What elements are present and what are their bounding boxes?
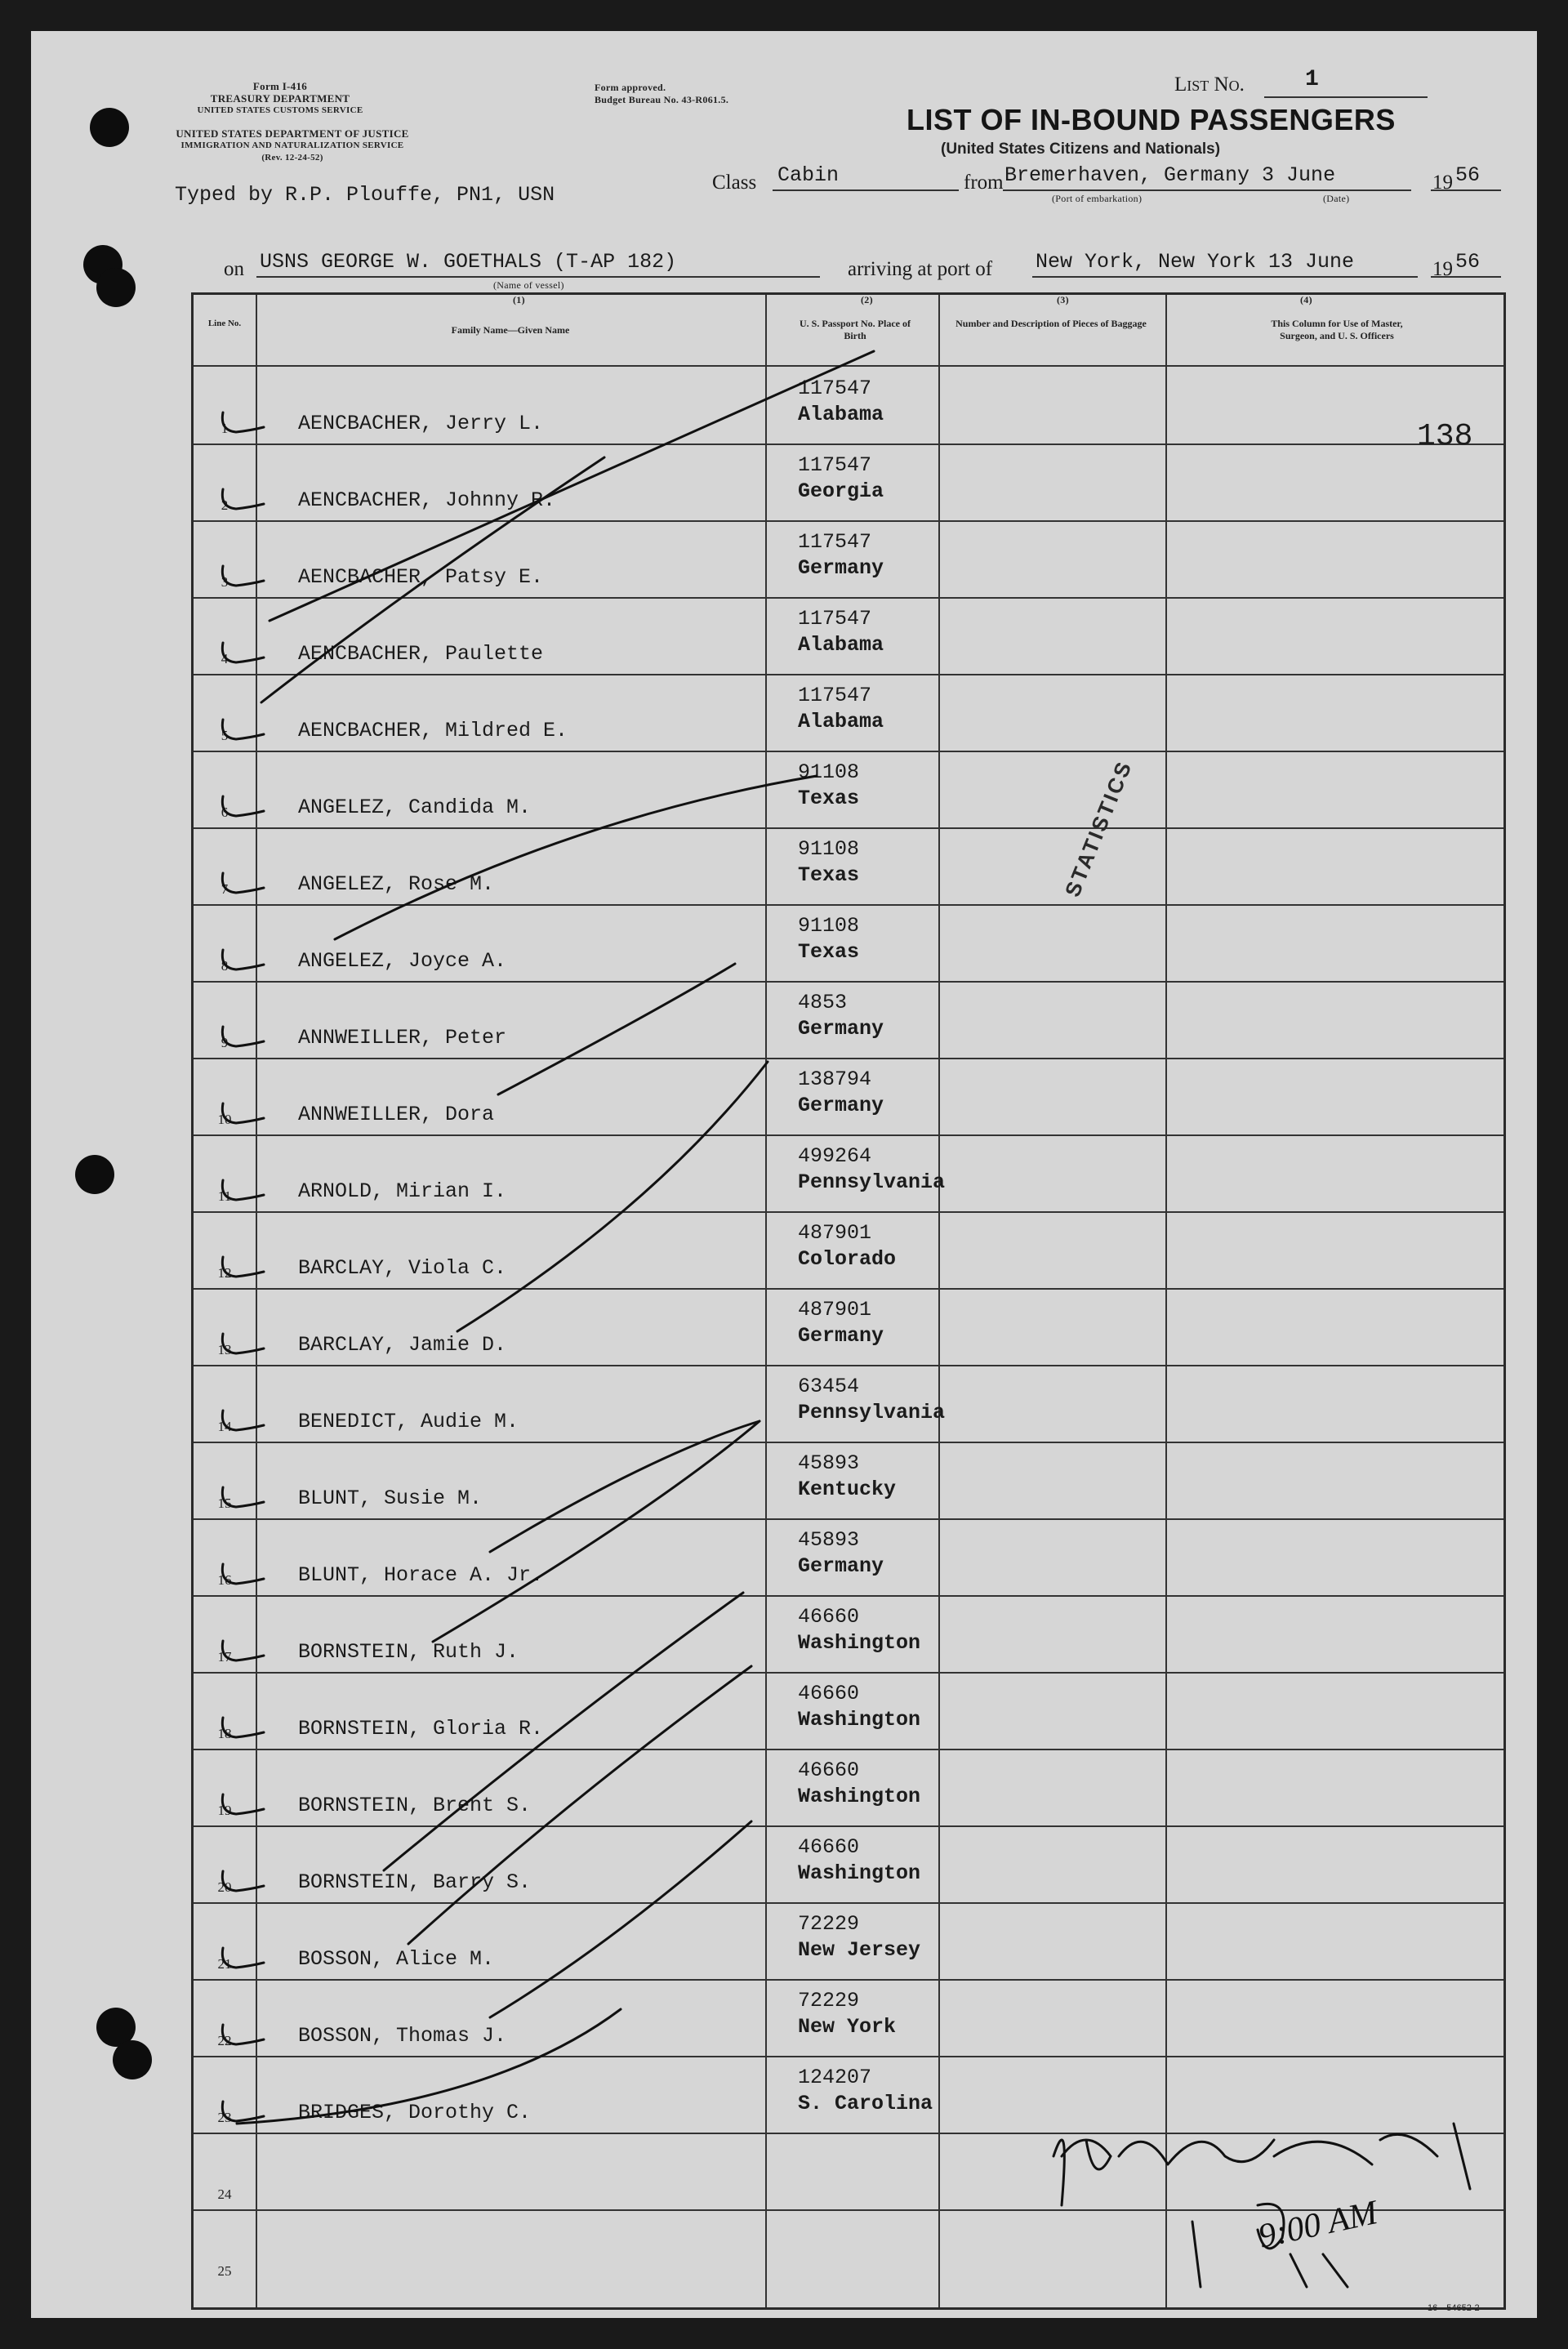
table-row [194,904,1503,983]
arrival-value: New York, New York 13 June [1036,250,1355,274]
line-number: 7 [220,881,229,897]
line-number: 23 [217,2110,232,2125]
passport-number: 46660 [798,1682,860,1705]
line-number: 4 [220,651,229,666]
table-row [194,1749,1503,1827]
passport-number: 72229 [798,1912,860,1936]
place-of-birth: Alabama [798,710,884,733]
table-row [194,674,1503,752]
header-officers: This Column for Use of Master, Surgeon, and U. S. Officers [1271,318,1403,341]
table-row [194,597,1503,675]
passenger-table [191,292,1506,2310]
place-of-birth: Alabama [798,403,884,426]
col-num-2: (2) [861,294,873,305]
checkmark-icon [218,1708,267,1747]
passenger-name: AENCBACHER, Patsy E. [298,565,544,589]
table-row [194,1672,1503,1750]
line-number: 15 [217,1495,232,1511]
checkmark-icon [218,1094,267,1133]
table-row [194,1902,1503,1981]
place-of-birth: Germany [798,1554,884,1578]
form-revision: (Rev. 12-24-52) [261,153,323,163]
customs-service: UNITED STATES CUSTOMS SERVICE [197,105,363,115]
checkmark-icon [218,1554,267,1593]
checkmark-icon [218,1478,267,1517]
passport-number: 91108 [798,837,860,861]
checkmark-icon [218,1017,267,1056]
manifest-sheet [31,31,1537,2318]
table-row [194,1825,1503,1904]
passport-number: 487901 [798,1221,872,1245]
line-number: 10 [217,1112,232,1127]
place-of-birth: Texas [798,940,860,964]
footer-code: 16—54652-2 [1428,2303,1480,2313]
ins-service: IMMIGRATION AND NATURALIZATION SERVICE [180,140,404,150]
passenger-name: BLUNT, Susie M. [298,1487,483,1510]
binder-hole [113,2040,152,2079]
form-id-block [186,80,374,117]
table-row [194,1365,1503,1443]
place-of-birth: Pennsylvania [798,1170,946,1194]
passenger-name: BOSSON, Thomas J. [298,2024,507,2048]
checkmark-icon [218,2092,267,2131]
header-baggage: Number and Description of Pieces of Baggage [956,318,1147,329]
arrival-year-prefix: 19 [1432,258,1453,280]
checkmark-icon [218,1170,267,1210]
line-number: 1 [220,421,229,436]
passport-number: 117547 [798,530,872,554]
checkmark-icon [218,556,267,595]
passenger-name: BARCLAY, Viola C. [298,1256,507,1280]
class-underline [773,189,959,191]
place-of-birth: New York [798,2015,897,2039]
checkmark-icon [218,479,267,519]
table-row [194,1979,1503,2057]
from-value: Bremerhaven, Germany 3 June [1004,163,1336,187]
checkmark-icon [218,1938,267,1977]
checkmark-icon [218,1861,267,1901]
table-row [194,1595,1503,1674]
passport-number: 45893 [798,1451,860,1475]
arrival-year-underline [1431,276,1501,278]
line-number: 6 [220,805,229,820]
checkmark-icon [218,710,267,749]
from-year-prefix: 19 [1432,172,1453,194]
treasury-dept: TREASURY DEPARTMENT [210,92,350,105]
place-of-birth: Alabama [798,633,884,657]
justice-block [170,127,415,164]
vessel-name: USNS GEORGE W. GOETHALS (T-AP 182) [260,250,677,274]
line-number: 14 [217,1419,232,1434]
passenger-name: ANGELEZ, Rose M. [298,872,495,896]
line-number: 3 [220,574,229,590]
budget-approval: Form approved. Budget Bureau No. 43-R061.5. [595,82,729,105]
stamp-text: STATISTICS [1059,756,1138,901]
class-value: Cabin [777,163,840,187]
passport-number: 91108 [798,760,860,784]
table-row [194,2056,1503,2134]
place-of-birth: Germany [798,1324,884,1348]
line-number: 13 [217,1342,232,1357]
line-number: 25 [217,2263,232,2279]
passport-number: 91108 [798,914,860,938]
checkmark-icon [218,1247,267,1286]
form-number: Form I-416 [252,80,308,92]
passenger-name: BENEDICT, Audie M. [298,1410,519,1433]
typed-by: Typed by R.P. Plouffe, PN1, USN [175,183,555,207]
place-of-birth: Texas [798,787,860,810]
passenger-name: BRIDGES, Dorothy C. [298,2101,532,2124]
passenger-name: ARNOLD, Mirian I. [298,1179,507,1203]
passenger-name: ANNWEILLER, Dora [298,1103,495,1126]
table-row [194,827,1503,906]
line-number: 2 [220,497,229,513]
passport-number: 117547 [798,607,872,631]
place-of-birth: S. Carolina [798,2092,933,2115]
passport-number: 46660 [798,1605,860,1629]
passenger-name: BLUNT, Horace A. Jr. [298,1563,544,1587]
page-subtitle: (United States Citizens and Nationals) [941,140,1221,158]
passport-number: 138794 [798,1068,872,1091]
passport-number: 117547 [798,377,872,400]
passport-number: 117547 [798,453,872,477]
on-label: on [224,258,244,280]
table-row [194,1058,1503,1136]
table-row [194,1518,1503,1597]
checkmark-icon [218,1631,267,1670]
line-number: 21 [217,1956,232,1972]
line-number: 9 [220,1035,229,1050]
table-row [194,1134,1503,1213]
line-number: 20 [217,1879,232,1895]
table-row [194,751,1503,829]
place-of-birth: Germany [798,556,884,580]
port-embark-caption: (Port of embarkation) [1052,193,1143,204]
passenger-name: AENCBACHER, Mildred E. [298,719,568,742]
passenger-name: ANGELEZ, Candida M. [298,796,532,819]
passport-number: 46660 [798,1758,860,1782]
passenger-name: ANGELEZ, Joyce A. [298,949,507,973]
line-number: 17 [217,1649,232,1665]
place-of-birth: Georgia [798,479,884,503]
binder-hole [90,108,129,147]
place-of-birth: Washington [798,1631,921,1655]
passport-number: 117547 [798,684,872,707]
vessel-caption: (Name of vessel) [493,279,564,291]
passenger-name: AENCBACHER, Jerry L. [298,412,544,435]
passenger-name: AENCBACHER, Paulette [298,642,544,666]
line-number: 12 [217,1265,232,1281]
place-of-birth: Texas [798,863,860,887]
arriving-label: arriving at port of [848,258,993,280]
passport-number: 4853 [798,991,848,1014]
passport-number: 499264 [798,1144,872,1168]
place-of-birth: Pennsylvania [798,1401,946,1424]
passenger-name: BARCLAY, Jamie D. [298,1333,507,1357]
checkmark-icon [218,1785,267,1824]
passport-number: 487901 [798,1298,872,1322]
passenger-name: BORNSTEIN, Gloria R. [298,1717,544,1741]
header-passport: U. S. Passport No. Place of Birth [800,318,911,341]
binder-hole [96,268,136,307]
from-year: 56 [1455,163,1481,187]
checkmark-icon [218,1401,267,1440]
list-no-underline [1264,96,1428,98]
table-row [194,981,1503,1059]
line-number: 24 [217,2186,232,2202]
header-name: Family Name—Given Name [451,324,570,336]
table-row [194,367,1503,445]
table-row [194,1288,1503,1366]
line-number: 18 [217,1726,232,1741]
col-num-3: (3) [1057,294,1069,305]
passenger-name: BORNSTEIN, Ruth J. [298,1640,519,1664]
passenger-name: BOSSON, Alice M. [298,1947,495,1971]
place-of-birth: Colorado [798,1247,897,1271]
checkmark-icon [218,787,267,826]
checkmark-icon [218,1324,267,1363]
line-number: 22 [217,2033,232,2048]
vessel-underline [256,276,820,278]
table-row [194,1211,1503,1290]
from-label: from [964,172,1004,194]
arrival-underline [1032,276,1418,278]
from-underline [1003,189,1411,191]
place-of-birth: Washington [798,1785,921,1808]
passenger-name: ANNWEILLER, Peter [298,1026,507,1050]
checkmark-icon [218,940,267,979]
from-year-underline [1431,189,1501,191]
table-row [194,520,1503,599]
line-number: 5 [220,728,229,743]
passport-number: 72229 [798,1989,860,2012]
checkmark-icon [218,863,267,903]
list-no-label: List No. [1174,74,1245,96]
place-of-birth: New Jersey [798,1938,921,1962]
passenger-name: AENCBACHER, Johnny R. [298,488,556,512]
justice-dept: UNITED STATES DEPARTMENT OF JUSTICE [176,127,409,140]
passenger-name: BORNSTEIN, Barry S. [298,1870,532,1894]
passport-number: 63454 [798,1375,860,1398]
place-of-birth: Washington [798,1708,921,1732]
signature-time: 9:00 AM [1254,2194,1381,2256]
class-label: Class [712,172,757,194]
place-of-birth: Kentucky [798,1478,897,1501]
passport-number: 46660 [798,1835,860,1859]
line-number: 19 [217,1803,232,1818]
binder-hole [75,1155,114,1194]
table-row [194,1442,1503,1520]
header-line-no: Line No. [207,319,242,328]
line-number: 16 [217,1572,232,1588]
list-no-value: 1 [1305,67,1319,92]
col-num-4: (4) [1300,294,1312,305]
officer-count: 138 [1417,419,1473,454]
table-row [194,444,1503,522]
place-of-birth: Germany [798,1017,884,1041]
checkmark-icon [218,633,267,672]
place-of-birth: Washington [798,1861,921,1885]
checkmark-icon [218,403,267,442]
checkmark-icon [218,2015,267,2054]
table-row [194,2133,1503,2211]
line-number: 8 [220,958,229,974]
passport-number: 45893 [798,1528,860,1552]
arrival-year: 56 [1455,250,1481,274]
passenger-name: BORNSTEIN, Brent S. [298,1794,532,1817]
place-of-birth: Germany [798,1094,884,1117]
col-num-1: (1) [513,294,525,305]
line-number: 11 [217,1188,232,1204]
page-title: LIST OF IN-BOUND PASSENGERS [906,103,1396,136]
passport-number: 124207 [798,2066,872,2089]
date-caption: (Date) [1323,193,1350,204]
